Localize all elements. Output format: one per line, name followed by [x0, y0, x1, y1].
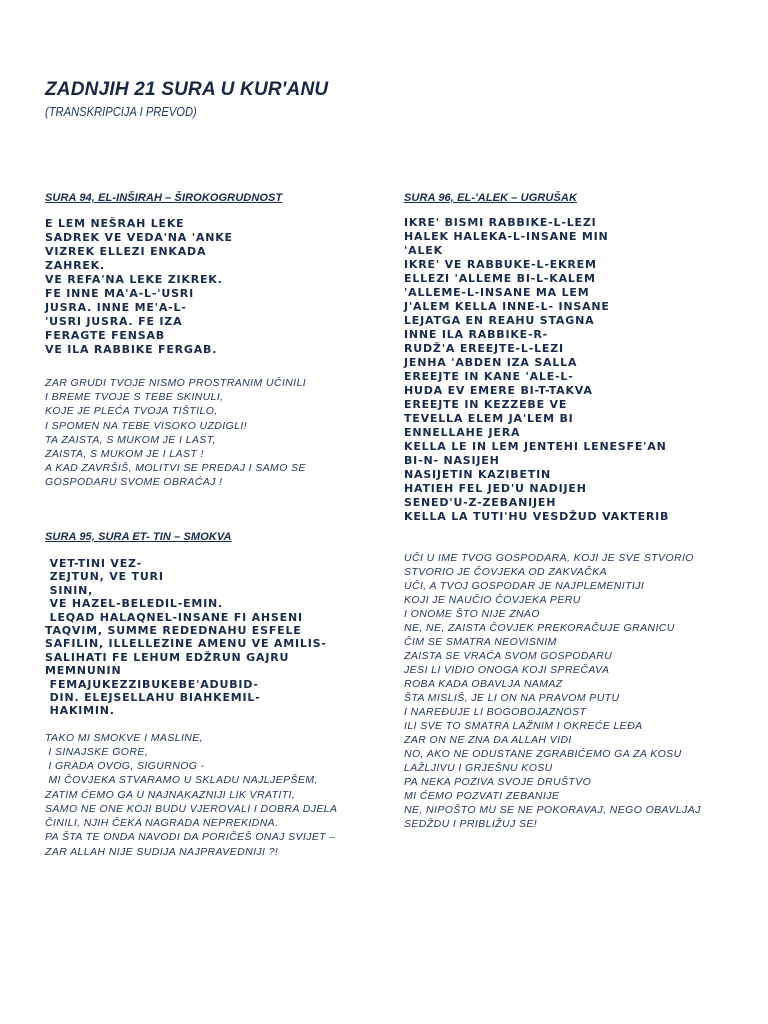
sura-94-transliteration: E LEM NEŠRAH LEKE SADREK VE VEDA'NA 'ANKE VIZREK ELLEZI ENKADA ZAHREK. VE REFA'NA LEKE ZIKREK. FE INNE MA'A-L-'USRI JUSRA. INNE ME'A-L- 'USRI JUSRA. FE IZA FERAGTE FENSAB VE ILA RABBIKE FERGAB.: [45, 217, 233, 356]
sura-94-title: SURA 94, EL-INŠIRAH – ŠIROKOGRUDNOST: [45, 192, 283, 204]
sura-96-title: SURA 96, EL-'ALEK – UGRUŠAK: [404, 192, 577, 204]
sura-94-translation: ZAR GRUDI TVOJE NISMO PROSTRANIM UČINILI I BREME TVOJE S TEBE SKINULI, KOJE JE PLEĆA TVOJA TIŠTILO, I SPOMEN NA TEBE VISOKO UZDIGLI! TA ZAISTA, S MUKOM JE I LAST, ZAISTA, S MUKOM JE I LAST ! A KAD ZAVRŠIŠ, MOLITVI SE PREDAJ I SAMO SE GOSPODARU SVOME OBRAĆAJ !: [45, 377, 307, 489]
page-subtitle: (TRANSKRIPCIJA I PREVOD): [45, 104, 197, 119]
sura-95-transliteration: VET-TINI VEZ- ZEJTUN, VE TURI SININ, VE HAZEL-BELEDIL-EMIN. LEQAD HALAQNEL-INSANE FI AHSENI TAQVIM, SUMME REDEDNAHU ESFELE SAFILIN, ILLELLEZINE AMENU VE AMILIS- SALIHATI FE LEHUM EDŽRUN GAJRU MEMNUNIN FEMAJUKEZZIBUKEBE'ADUBID- DIN. ELEJSELLAHU BIAHKEMIL- HAKIMIN.: [45, 557, 327, 718]
sura-94-section: [45, 192, 375, 490]
sura-96-section: [404, 192, 744, 831]
sura-95-section: [45, 531, 375, 859]
sura-95-translation: TAKO MI SMOKVE I MASLINE, I SINAJSKE GORE, I GRADA OVOG, SIGURNOG - MI ČOVJEKA STVARAMO U SKLADU NAJLJEPŠEM, ZATIM ĆEMO GA U NAJNAKAZNIJI LIK VRATITI, SAMO NE ONE KOJI BUDU VJEROVALI I DOBRA DJELA ČINILI, NJIH ČEKA NAGRADA NEPREKIDNA. PA ŠTA TE ONDA NAVODI DA PORIČEŠ ONAJ SVIJET – ZAR ALLAH NIJE SUDIJA NAJPRAVEDNIJI ?!: [45, 731, 338, 858]
page-title: ZADNJIH 21 SURA U KUR'ANU: [45, 79, 329, 100]
sura-96-transliteration: IKRE' BISMI RABBIKE-L-LEZI HALEK HALEKA-L-INSANE MIN 'ALEK IKRE' VE RABBUKE-L-EKREM ELLEZI 'ALLEME BI-L-KALEM 'ALLEME-L-INSANE MA LEM J'ALEM KELLA INNE-L- INSANE LEJATGA EN REAHU STAGNA INNE ILA RABBIKE-R- RUDŽ'A EREEJTE-L-LEZI JENHA 'ABDEN IZA SALLA EREEJTE IN KANE 'ALE-L- HUDA EV EMERE BI-T-TAKVA EREEJTE IN KEZZEBE VE TEVELLA ELEM JA'LEM BI ENNELLAHE JERA KELLA LE IN LEM JENTEHI LENESFE'AN BI-N- NASIJEH NASIJETIN KAZIBETIN HATIEH FEL JED'U NADIJEH SENED'U-Z-ZEBANIJEH KELLA LA TUTI'HU VESDŽUD VAKTERIB: [404, 216, 670, 523]
sura-96-translation: UČI U IME TVOG GOSPODARA, KOJI JE SVE STVORIO STVORIO JE ČOVJEKA OD ZAKVAČKA UČI, A TVOJ GOSPODAR JE NAJPLEMENITIJI KOJI JE NAUČIO ČOVJEKA PERU I ONOME ŠTO NIJE ZNAO NE, NE, ZAISTA ČOVJEK PREKORAČUJE GRANICU ČIM SE SMATRA NEOVISNIM ZAISTA SE VRAĆA SVOM GOSPODARU JESI LI VIDIO ONOGA KOJI SPREČAVA ROBA KADA OBAVLJA NAMAZ ŠTA MISLIŠ, JE LI ON NA PRAVOM PUTU I NAREĐUJE LI BOGOBOJAZNOST ILI SVE TO SMATRA LAŽNIM I OKREĆE LEĐA ZAR ON NE ZNA DA ALLAH VIDI NO, AKO NE ODUSTANE ZGRABIĆEMO GA ZA KOSU LAŽLJIVU I GRJEŠNU KOSU PA NEKA POZIVA SVOJE DRUŠTVO MI ĆEMO POZVATI ZEBANIJE NE, NIPOŠTO MU SE NE POKORAVAJ, NEGO OBAVLJAJ SEDŽDU I PRIBLIŽUJ SE!: [404, 552, 701, 830]
sura-95-title: SURA 95, SURA ET- TIN – SMOKVA: [45, 531, 232, 543]
